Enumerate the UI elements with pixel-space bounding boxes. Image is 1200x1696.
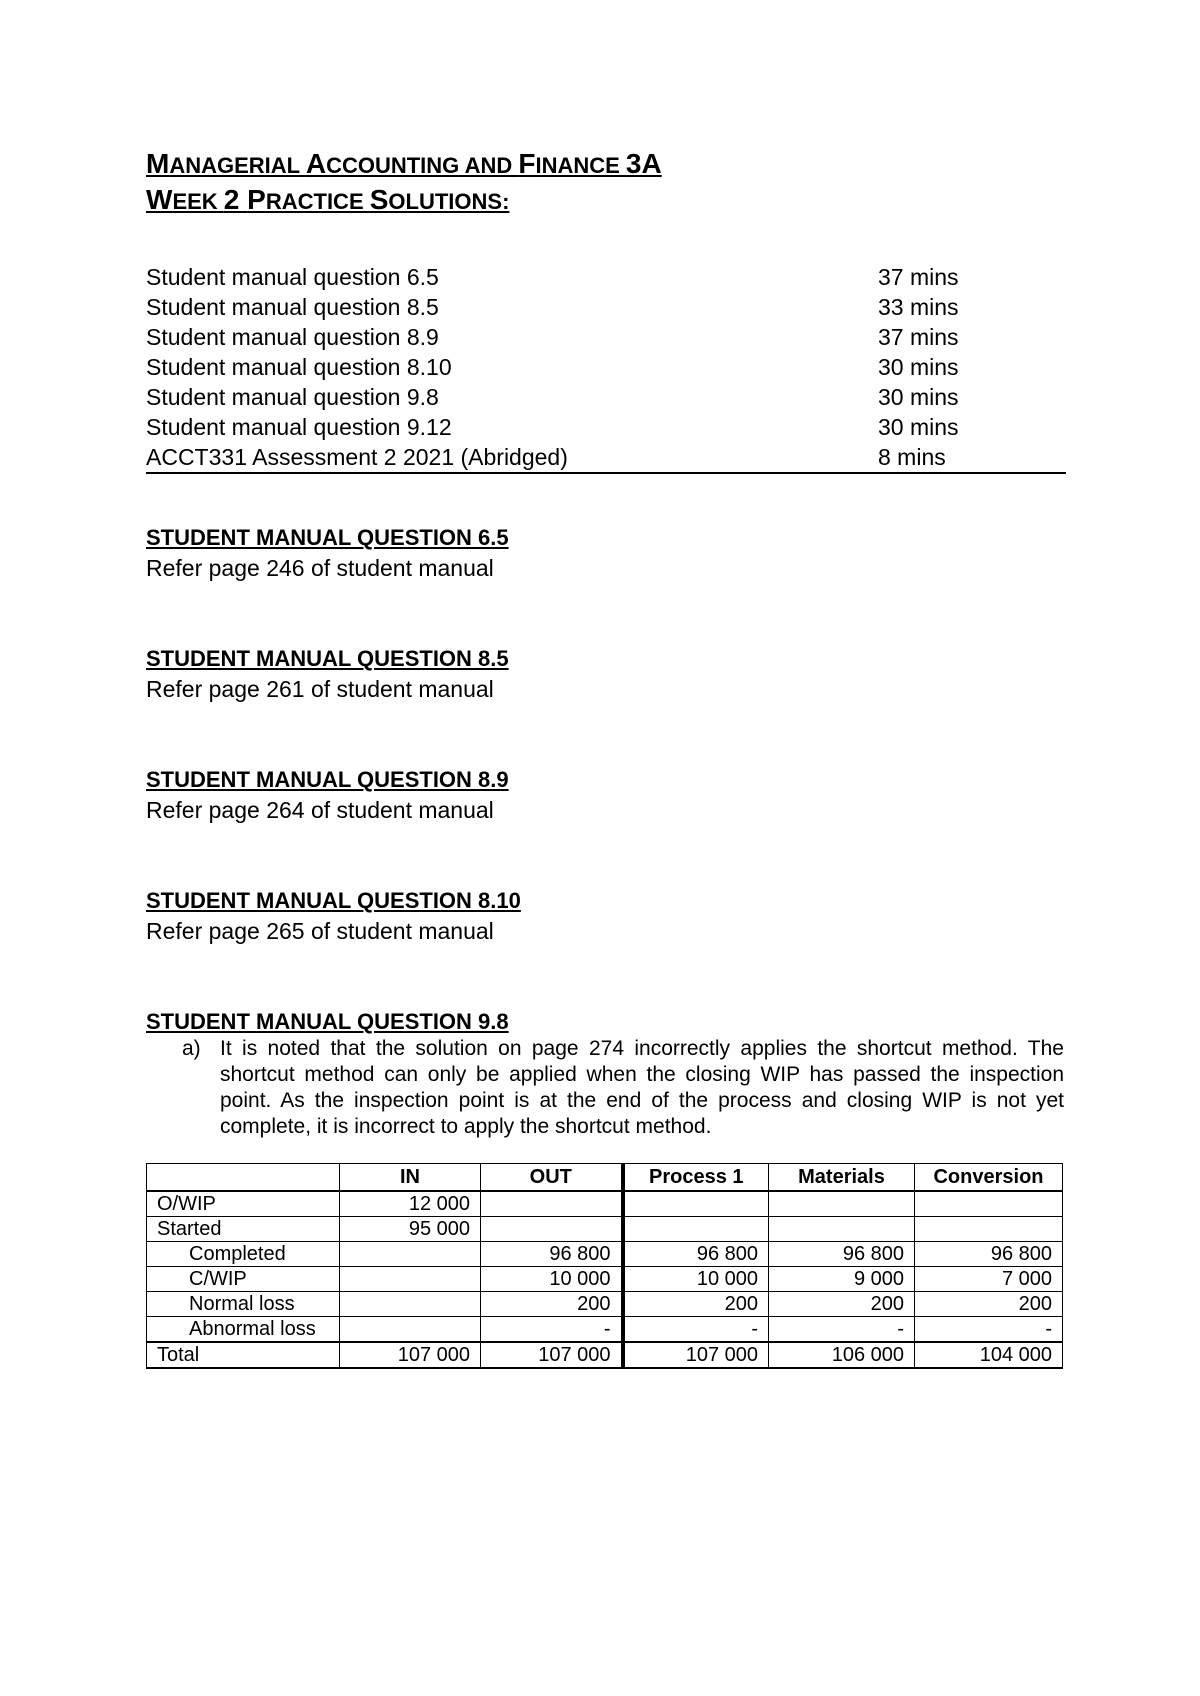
table-row (147, 1242, 1063, 1267)
section-q8-9 (146, 765, 509, 825)
document-title: MANAGERIAL ACCOUNTING AND FINANCE 3A (146, 148, 662, 179)
schedule-row: Student manual question 6.5 37 mins (146, 264, 959, 290)
row-label: Completed (147, 1242, 340, 1267)
table-cell: 107 000 (481, 1342, 623, 1368)
schedule-row: Student manual question 9.12 30 mins (146, 414, 959, 440)
table-cell: 106 000 (769, 1342, 915, 1368)
header-cell: Materials (769, 1164, 915, 1192)
table-cell: 9 000 (769, 1267, 915, 1292)
table-cell (481, 1191, 623, 1217)
table-cell: 107 000 (340, 1342, 481, 1368)
section-body: Refer page 261 of student manual (146, 676, 494, 702)
table-cell: 95 000 (340, 1217, 481, 1242)
table-cell: - (623, 1317, 769, 1343)
table-cell: 7 000 (915, 1267, 1063, 1292)
row-label: C/WIP (147, 1267, 340, 1292)
table-cell: 96 800 (915, 1242, 1063, 1267)
table-cell: 104 000 (915, 1342, 1063, 1368)
section-body: Refer page 264 of student manual (146, 797, 494, 823)
table-cell (623, 1217, 769, 1242)
header-cell: OUT (481, 1164, 623, 1192)
section-body: Refer page 265 of student manual (146, 918, 494, 944)
row-label: Normal loss (147, 1292, 340, 1317)
section-heading: STUDENT MANUAL QUESTION 9.8 (146, 1009, 509, 1034)
row-label: Abnormal loss (147, 1317, 340, 1343)
table-cell: 107 000 (623, 1342, 769, 1368)
table-cell (915, 1217, 1063, 1242)
schedule-row: Student manual question 9.8 30 mins (146, 384, 959, 410)
table-cell (340, 1317, 481, 1343)
header-cell (147, 1164, 340, 1192)
header-cell: Process 1 (623, 1164, 769, 1192)
row-label: Total (147, 1342, 340, 1368)
header-cell: IN (340, 1164, 481, 1192)
table-cell: 12 000 (340, 1191, 481, 1217)
table-row (147, 1191, 1063, 1217)
table-row (147, 1267, 1063, 1292)
section-heading: STUDENT MANUAL QUESTION 8.9 (146, 767, 509, 792)
section-heading: STUDENT MANUAL QUESTION 8.10 (146, 888, 521, 913)
section-q8-10 (146, 886, 521, 946)
table-cell (769, 1191, 915, 1217)
equivalent-units-table (146, 1163, 1063, 1369)
section-heading: STUDENT MANUAL QUESTION 8.5 (146, 646, 509, 671)
table-cell: 200 (623, 1292, 769, 1317)
table-cell: 10 000 (623, 1267, 769, 1292)
header-cell: Conversion (915, 1164, 1063, 1192)
list-marker: a) (182, 1037, 201, 1060)
table-header-row (147, 1164, 1063, 1192)
table-row (147, 1292, 1063, 1317)
schedule-row: Student manual question 8.10 30 mins (146, 354, 959, 380)
table-cell (769, 1217, 915, 1242)
table-cell: 96 800 (769, 1242, 915, 1267)
section-q6-5 (146, 523, 509, 583)
table-cell: - (915, 1317, 1063, 1343)
table-cell: - (481, 1317, 623, 1343)
table-row (147, 1317, 1063, 1343)
table-cell: 96 800 (481, 1242, 623, 1267)
note-paragraph (146, 1036, 1064, 1140)
table-cell (340, 1267, 481, 1292)
row-label: O/WIP (147, 1191, 340, 1217)
schedule-row: Student manual question 8.5 33 mins (146, 294, 959, 320)
table-cell: 10 000 (481, 1267, 623, 1292)
table-cell (623, 1191, 769, 1217)
document-subtitle: WEEK 2 PRACTICE SOLUTIONS: (146, 184, 510, 215)
schedule-row: ACCT331 Assessment 2 2021 (Abridged) 8 mins (146, 444, 946, 470)
table-cell: - (769, 1317, 915, 1343)
row-label: Started (147, 1217, 340, 1242)
section-body: Refer page 246 of student manual (146, 555, 494, 581)
table-cell (340, 1242, 481, 1267)
table-cell (915, 1191, 1063, 1217)
table-total-row (147, 1342, 1063, 1368)
table-cell (340, 1292, 481, 1317)
question-schedule (146, 262, 1066, 474)
section-q9-8 (146, 1007, 509, 1037)
section-q8-5 (146, 644, 509, 704)
section-heading: STUDENT MANUAL QUESTION 6.5 (146, 525, 509, 550)
note-text: It is noted that the solution on page 274 incorrectly applies the shortcut method. The shortcut method can only be applied when the closing WIP has passed the inspection point. As the inspection point is at the end of the process and closing WIP is not yet complete, it is incorrect to apply the shortcut method. (220, 1037, 1064, 1138)
table-cell (481, 1217, 623, 1242)
table-cell: 96 800 (623, 1242, 769, 1267)
table-cell: 200 (769, 1292, 915, 1317)
table-cell: 200 (915, 1292, 1063, 1317)
schedule-row: Student manual question 8.9 37 mins (146, 324, 959, 350)
table-cell: 200 (481, 1292, 623, 1317)
table-row (147, 1217, 1063, 1242)
